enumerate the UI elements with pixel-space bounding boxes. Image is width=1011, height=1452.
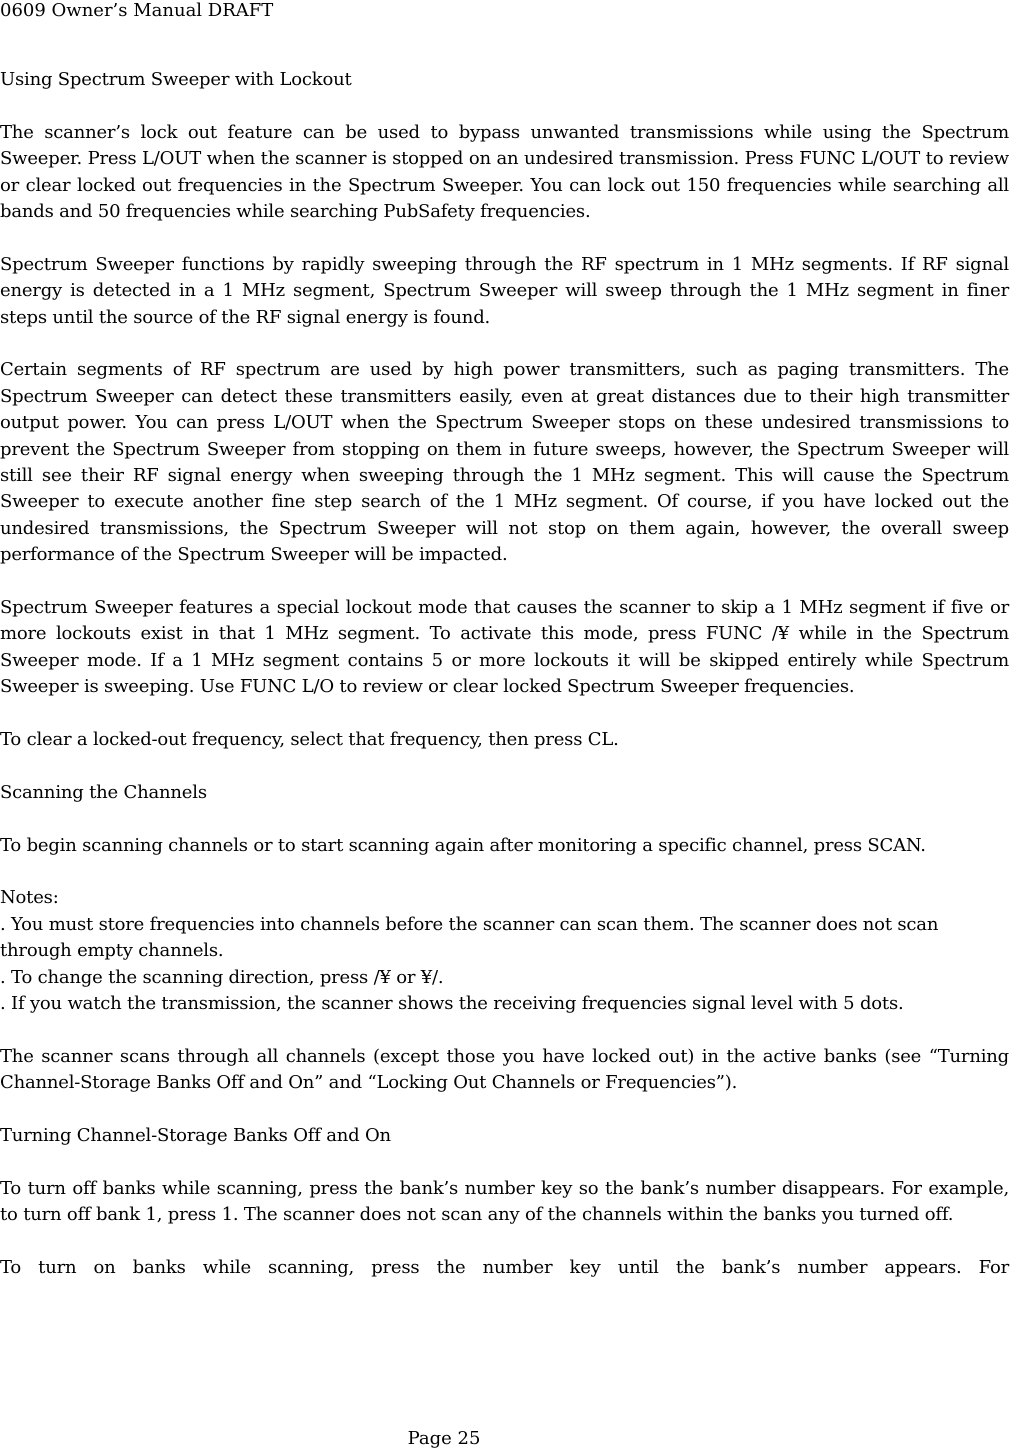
note-item: . To change the scanning direction, press /¥ or ¥/. [0, 966, 444, 988]
notes-block [0, 885, 1009, 1017]
paragraph-clear-locked-frequency: To clear a locked-out frequency, select that frequency, then press CL. [0, 729, 619, 751]
paragraph-special-lockout-mode: Spectrum Sweeper features a special lockout mode that causes the scanner to skip a 1 MHz segment if five or more lockouts exist in that 1 MHz segment. To activate this mode, press FUNC /¥ while in the Spectrum Sweeper mode. If a 1 MHz segment contains 5 or more lockouts it will be skipped entirely while Spectrum Sweeper is sweeping. Use FUNC L/O to review or clear locked Spectrum Sweeper frequencies. [0, 597, 1009, 698]
paragraph-sweeper-function: Spectrum Sweeper functions by rapidly sweeping through the RF spectrum in 1 MHz segments. If RF signal energy is detected in a 1 MHz segment, Spectrum Sweeper will sweep through the 1 MHz segment in finer steps until the source of the RF signal energy is found. [0, 253, 1009, 328]
paragraph-lockout-feature: The scanner’s lock out feature can be used to bypass unwanted transmissions while using the Spectrum Sweeper. Press L/OUT when the scanner is stopped on an undesired transmission. Press FUNC L/OUT to review or clear locked out frequencies in the Spectrum Sweeper. You can lock out 150 frequencies while searching all bands and 50 frequencies while searching PubSafety frequencies. [0, 121, 1009, 223]
paragraph-turn-off-banks: To turn off banks while scanning, press the bank’s number key so the bank’s number disappears. For example, to turn off bank 1, press 1. The scanner does not scan any of the channels within the banks you turned off. [0, 1177, 1009, 1226]
section-heading-scanning-channels: Scanning the Channels [0, 781, 207, 803]
paragraph-high-power-transmitters: Certain segments of RF spectrum are used by high power transmitters, such as paging transmitters. The Spectrum Sweeper can detect these transmitters easily, even at great distances due to their high transmitter output power. You can press L/OUT when the Spectrum Sweeper stops on these undesired transmissions to prevent the Spectrum Sweeper from stopping on them in future sweeps, however, the Spectrum Sweeper will still see their RF signal energy when sweeping through the 1 MHz segment. This will cause the Spectrum Sweeper to execute another fine step search of the 1 MHz segment. Of course, if you have locked out the undesired transmissions, the Spectrum Sweeper will not stop on them again, however, the overall sweep performance of the Spectrum Sweeper will be impacted. [0, 359, 1009, 566]
section-heading-banks: Turning Channel-Storage Banks Off and On [0, 1125, 391, 1147]
paragraph-begin-scanning: To begin scanning channels or to start scanning again after monitoring a specific channel, press SCAN. [0, 834, 926, 856]
manual-content [0, 67, 1009, 1282]
note-item: . If you watch the transmission, the scanner shows the receiving frequencies signal level with 5 dots. [0, 993, 904, 1015]
section-heading-spectrum-lockout: Using Spectrum Sweeper with Lockout [0, 69, 352, 90]
paragraph-active-banks: The scanner scans through all channels (except those you have locked out) in the active banks (see “Turning Channel-Storage Banks Off and On” and “Locking Out Channels or Frequencies”). [0, 1045, 1009, 1094]
note-item: . You must store frequencies into channels before the scanner can scan them. The scanner does not scan through empty channels. [0, 913, 939, 962]
page-number: Page 25 [407, 1428, 481, 1449]
page-header: 0609 Owner’s Manual DRAFT [0, 0, 274, 21]
notes-label: Notes: [0, 887, 59, 909]
paragraph-turn-on-banks: To turn on banks while scanning, press the number key until the bank’s number appears. For [0, 1257, 1009, 1279]
